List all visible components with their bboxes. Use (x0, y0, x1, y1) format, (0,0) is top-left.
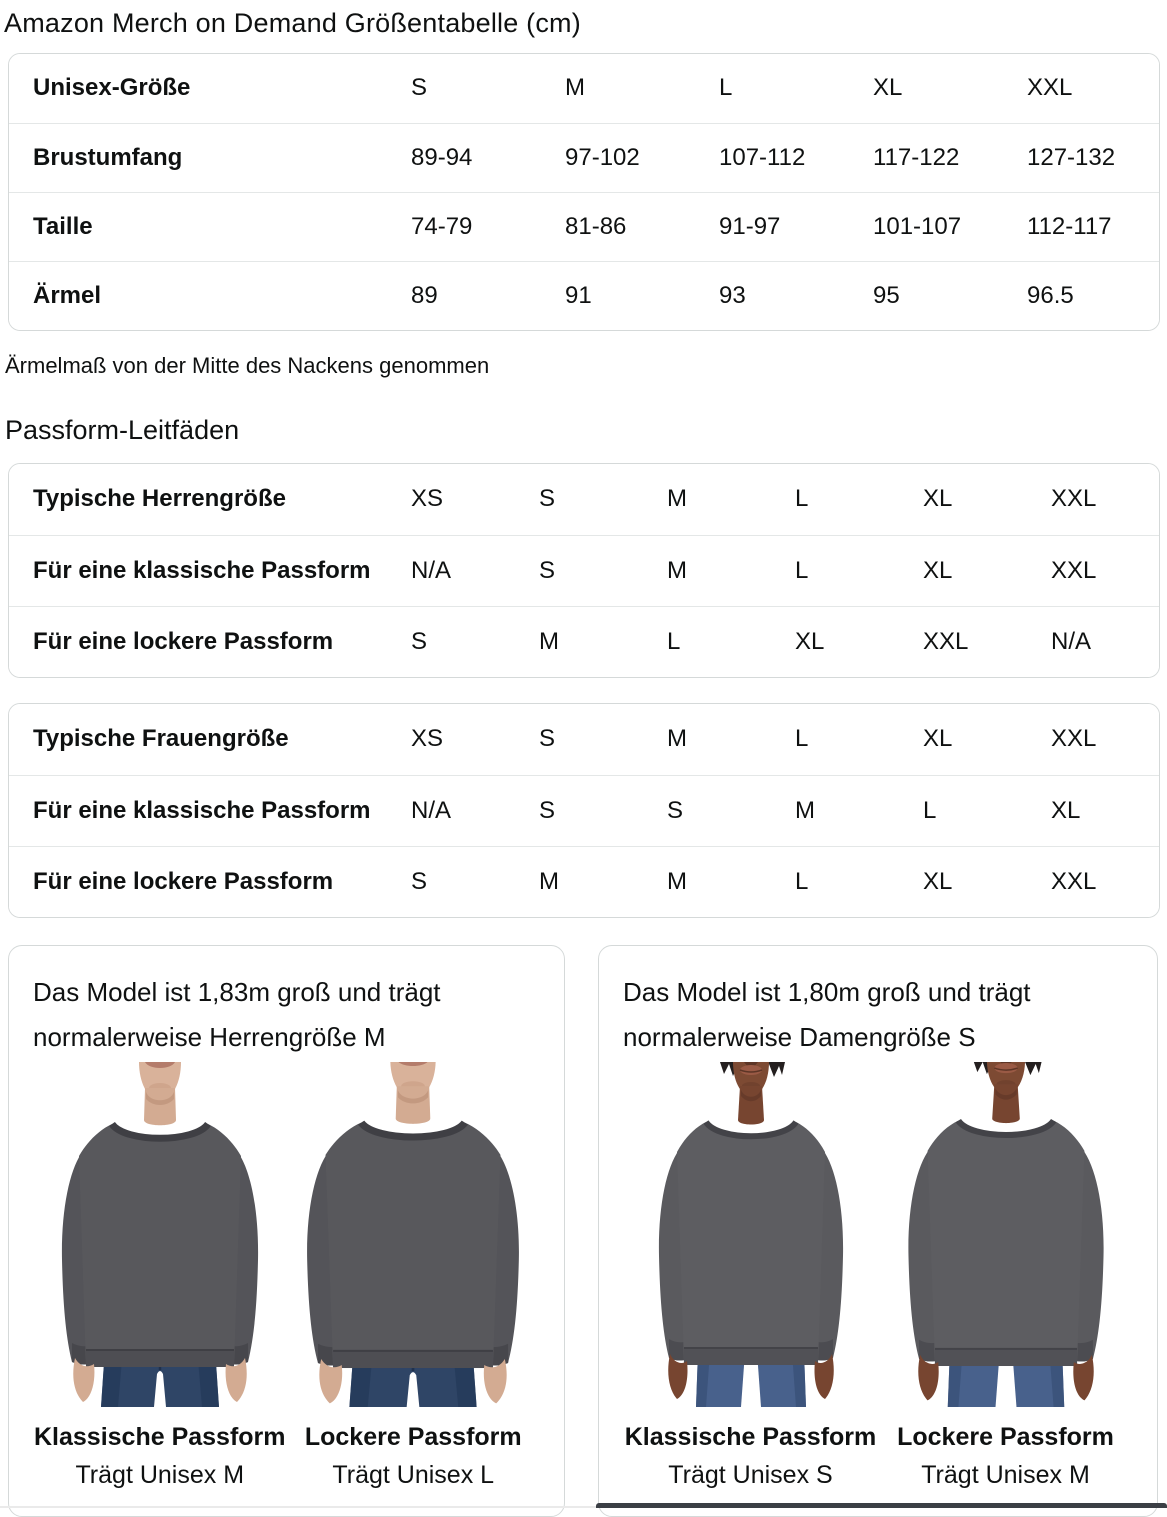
table-row (9, 846, 1159, 917)
size-value: 89-94 (411, 143, 473, 171)
size-value: S (411, 74, 428, 102)
size-value: M (795, 796, 815, 824)
size-value: 89 (411, 281, 438, 309)
caption-row (623, 1423, 1133, 1490)
mens-fit-table (8, 463, 1160, 678)
row-label: Typische Frauengröße (33, 725, 289, 753)
photo-caption (33, 1423, 287, 1490)
size-value: 93 (719, 281, 746, 309)
size-value: L (667, 627, 681, 655)
row-label: Für eine lockere Passform (33, 867, 334, 895)
size-value: M (539, 867, 559, 895)
size-value: XS (411, 485, 444, 513)
size-value: XL (923, 485, 953, 513)
size-value: XXL (1027, 74, 1073, 102)
size-value: 107-112 (719, 143, 806, 171)
size-value: XXL (1051, 485, 1097, 513)
size-worn-label: Trägt Unisex S (668, 1461, 833, 1489)
table-row (9, 54, 1159, 123)
size-value: XL (873, 74, 903, 102)
table-row (9, 192, 1159, 261)
size-value: 117-122 (873, 143, 960, 171)
size-value: M (667, 556, 687, 584)
size-value: S (539, 796, 556, 824)
size-value: XL (923, 725, 953, 753)
table-row (9, 261, 1159, 330)
photo-row (623, 1062, 1133, 1407)
womens-fit-table (8, 703, 1160, 918)
table-row (9, 775, 1159, 846)
size-value: N/A (411, 556, 452, 584)
model-description: Das Model ist 1,80m groß und trägt normalerweise Damengröße S (623, 977, 1031, 1052)
size-value: 112-117 (1027, 212, 1112, 240)
page-title: Amazon Merch on Demand Größentabelle (cm) (4, 8, 581, 38)
size-value: S (539, 556, 556, 584)
size-value: M (667, 485, 687, 513)
model-cards (8, 945, 1167, 1517)
fit-label: Klassische Passform (624, 1423, 877, 1451)
size-value: XL (923, 867, 953, 895)
size-value: L (795, 485, 809, 513)
fit-label: Lockere Passform (304, 1423, 522, 1451)
size-value: L (795, 867, 809, 895)
fit-guides-heading: Passform-Leitfäden (5, 415, 240, 445)
size-value: 95 (873, 281, 900, 309)
row-label: Für eine lockere Passform (33, 627, 334, 655)
table-row (9, 464, 1159, 535)
size-value: XXL (923, 627, 969, 655)
model-photo-classic-fit-male (33, 1062, 287, 1407)
size-value: 91-97 (719, 212, 781, 240)
size-value: 127-132 (1027, 143, 1116, 171)
size-value: XS (411, 725, 444, 753)
table-row (9, 704, 1159, 775)
row-label: Für eine klassische Passform (33, 556, 371, 584)
row-label: Ärmel (33, 281, 102, 309)
model-photo-loose-fit-female (878, 1062, 1133, 1407)
size-value: S (411, 627, 428, 655)
size-worn-label: Trägt Unisex M (921, 1461, 1090, 1489)
male-model-card (8, 945, 565, 1517)
size-value: S (539, 485, 556, 513)
size-value: XXL (1051, 725, 1097, 753)
size-value: 91 (565, 281, 592, 309)
size-value: M (539, 627, 559, 655)
table-row (9, 606, 1159, 677)
size-value: XXL (1051, 556, 1097, 584)
photo-row (33, 1062, 540, 1407)
size-value: S (411, 867, 428, 895)
size-value: S (667, 796, 684, 824)
size-value: 101-107 (873, 212, 962, 240)
row-label: Für eine klassische Passform (33, 796, 371, 824)
row-label: Typische Herrengröße (33, 485, 286, 513)
photo-caption (287, 1423, 541, 1490)
size-value: M (565, 74, 585, 102)
model-photo-loose-fit-male (287, 1062, 541, 1407)
caption-row (33, 1423, 540, 1490)
size-value: M (667, 867, 687, 895)
size-value: L (795, 556, 809, 584)
size-value: XXL (1051, 867, 1097, 895)
sleeve-footnote: Ärmelmaß von der Mitte des Nackens genommen (5, 353, 490, 378)
size-value: 81-86 (565, 212, 627, 240)
photo-caption (878, 1423, 1133, 1490)
size-worn-label: Trägt Unisex L (332, 1461, 495, 1489)
size-value: XL (923, 556, 953, 584)
size-value: N/A (1051, 627, 1092, 655)
next-section-edge (596, 1503, 1167, 1508)
size-value: 97-102 (565, 143, 640, 171)
size-value: S (539, 725, 556, 753)
table-row (9, 123, 1159, 192)
size-worn-label: Trägt Unisex M (75, 1461, 245, 1489)
size-value: XL (1051, 796, 1081, 824)
size-value: 96.5 (1027, 281, 1074, 309)
size-value: L (795, 725, 809, 753)
female-model-card (598, 945, 1158, 1517)
fit-label: Klassische Passform (33, 1423, 286, 1451)
row-label: Unisex-Größe (33, 74, 191, 102)
size-value: M (667, 725, 687, 753)
size-value: 74-79 (411, 212, 473, 240)
fit-label: Lockere Passform (897, 1423, 1114, 1451)
size-table (8, 53, 1160, 331)
size-value: N/A (411, 796, 452, 824)
table-row (9, 535, 1159, 606)
photo-caption (623, 1423, 878, 1490)
row-label: Brustumfang (33, 143, 183, 171)
model-photo-classic-fit-female (623, 1062, 878, 1407)
row-label: Taille (33, 212, 93, 240)
model-description: Das Model ist 1,83m groß und trägt normalerweise Herrengröße M (33, 977, 441, 1052)
size-value: L (923, 796, 937, 824)
size-value: XL (795, 627, 825, 655)
size-value: L (719, 74, 733, 102)
